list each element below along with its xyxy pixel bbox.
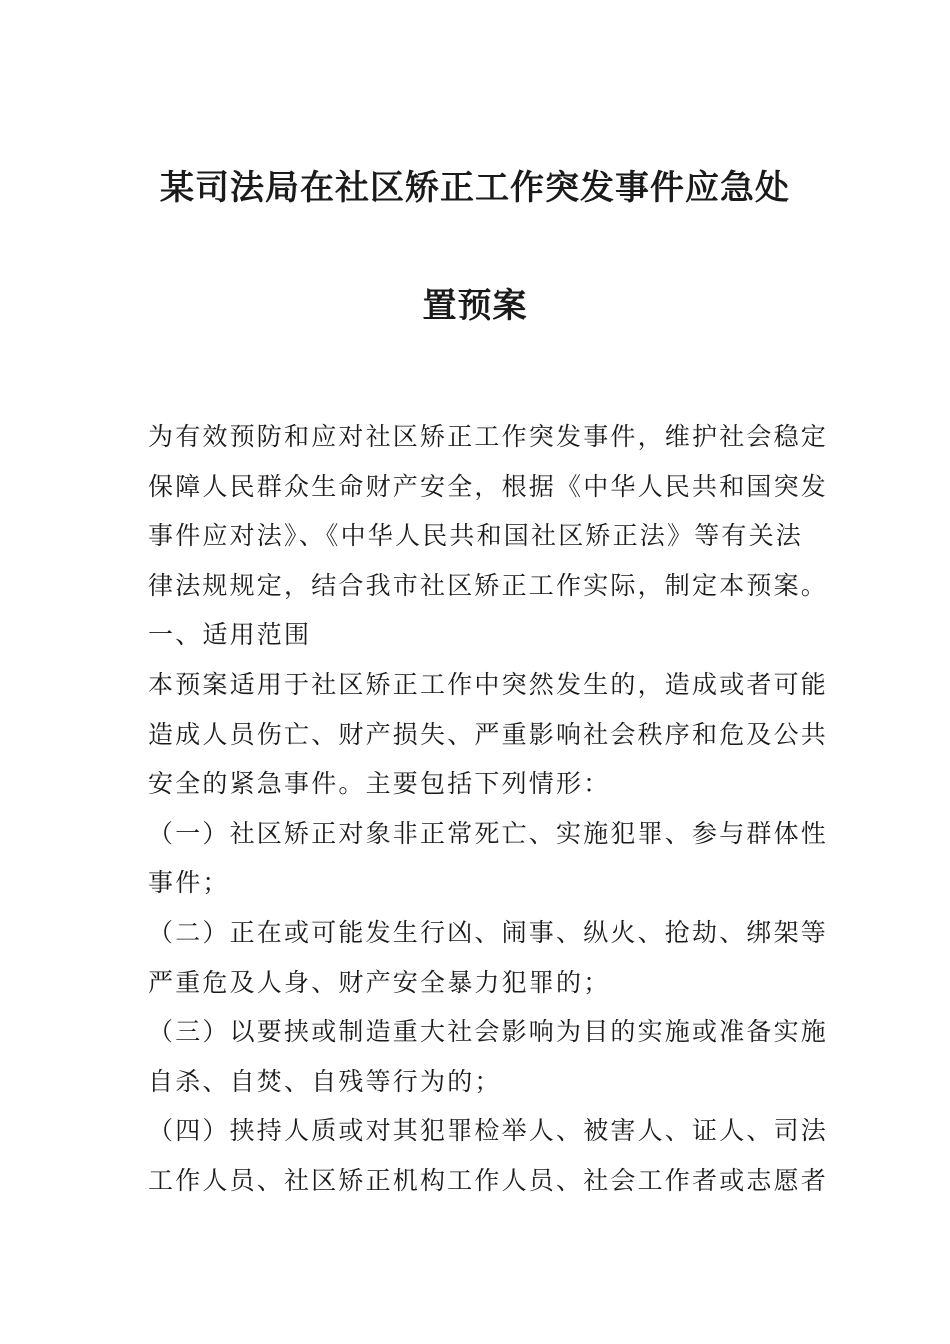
body-line: 律法规规定，结合我市社区矫正工作实际，制定本预案。 bbox=[148, 570, 829, 600]
body-line: 事件应对法》、《中华人民共和国社区矫正法》等有关法 bbox=[148, 521, 804, 551]
list-item-line: 严重危及人身、财产安全暴力犯罪的； bbox=[148, 967, 611, 997]
body-line: 安全的紧急事件。主要包括下列情形： bbox=[148, 769, 611, 799]
document-title-line-2: 置预案 bbox=[422, 286, 528, 326]
list-item-line: 事件； bbox=[148, 868, 230, 898]
body-line: 保障人民群众生命财产安全，根据《中华人民共和国突发 bbox=[148, 471, 829, 501]
list-item-line: （一）社区矫正对象非正常死亡、实施犯罪、参与群体性 bbox=[148, 818, 829, 848]
list-item-line: （四）挟持人质或对其犯罪检举人、被害人、证人、司法 bbox=[148, 1116, 829, 1146]
list-item-line: 工作人员、社区矫正机构工作人员、社会工作者或志愿者 bbox=[148, 1165, 829, 1195]
document-body bbox=[148, 412, 829, 1206]
body-line: 本预案适用于社区矫正工作中突然发生的，造成或者可能 bbox=[148, 669, 829, 699]
list-item-line: （二）正在或可能发生行凶、闹事、纵火、抢劫、绑架等 bbox=[148, 917, 829, 947]
body-line: 为有效预防和应对社区矫正工作突发事件，维护社会稳定 bbox=[148, 422, 829, 451]
list-item-line: （三）以要挟或制造重大社会影响为目的实施或准备实施 bbox=[148, 1017, 829, 1047]
list-item-line: 自杀、自焚、自残等行为的； bbox=[148, 1066, 502, 1096]
document-title-line-1: 某司法局在社区矫正工作突发事件应急处 bbox=[160, 168, 790, 208]
body-line: 造成人员伤亡、财产损失、严重影响社会秩序和危及公共 bbox=[148, 719, 829, 749]
section-heading: 一、适用范围 bbox=[148, 620, 312, 650]
